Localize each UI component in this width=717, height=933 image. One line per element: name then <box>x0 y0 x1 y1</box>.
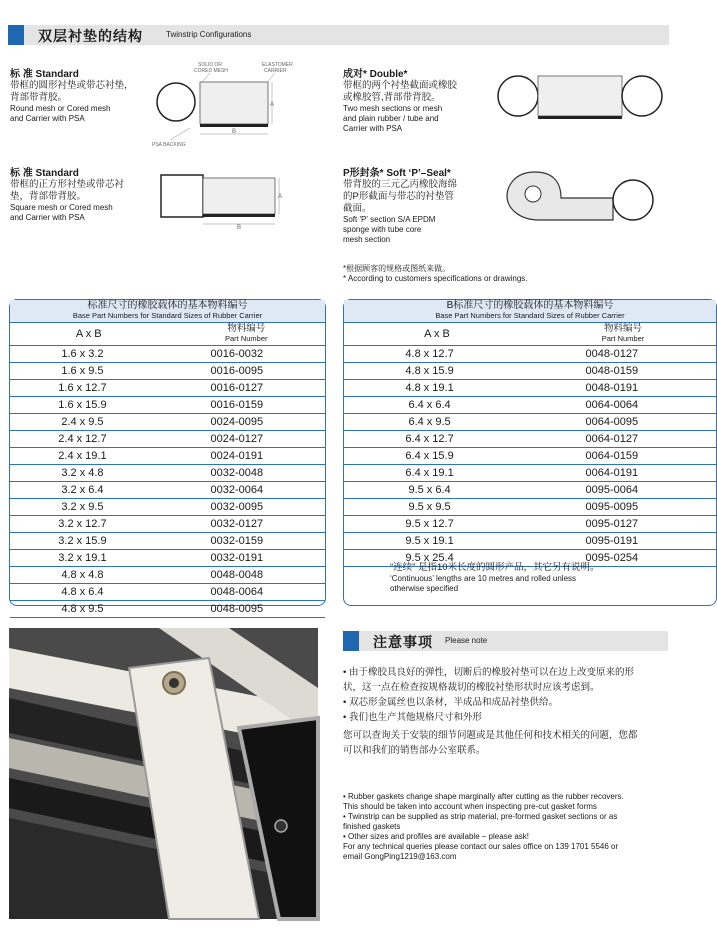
cell-size: 4.8 x 19.1 <box>405 382 454 394</box>
table-row <box>344 363 716 380</box>
table-row <box>10 550 325 567</box>
please-note-body-zh <box>343 665 683 758</box>
cell-size: 9.5 x 25.4 <box>405 552 454 564</box>
note-line-zh: • 由于橡胶具良好的弹性，切断后的橡胶衬垫可以在边上改变原来的形 <box>343 667 634 678</box>
round-mesh-shape <box>157 83 195 121</box>
diagram-standard-round <box>150 60 310 152</box>
config-desc-zh: 带框的两个衬垫截面或橡胶 <box>343 80 458 91</box>
cell-size: 4.8 x 12.7 <box>405 348 454 360</box>
config-desc-zh: 截面。 <box>343 203 372 214</box>
cell-size: 4.8 x 9.5 <box>61 603 104 615</box>
note-line-en: • Rubber gaskets change shape marginally after cutting as the rubber recovers. <box>343 792 624 801</box>
cell-size: 4.8 x 4.8 <box>61 569 104 581</box>
label-solid-cored: CORED MESH <box>194 68 228 74</box>
please-note-body-en <box>343 792 688 862</box>
cell-part-number: 0048-0127 <box>585 348 639 360</box>
cell-part-number: 0095-0127 <box>585 518 639 530</box>
table-title-en: Base Part Numbers for Standard Sizes of Rubber Carrier <box>72 311 263 320</box>
table-row <box>344 448 716 465</box>
cell-size: 6.4 x 9.5 <box>408 416 451 428</box>
config-desc-zh: 带框的圆形衬垫或带芯衬垫， <box>10 80 134 91</box>
cell-part-number: 0024-0095 <box>210 416 264 428</box>
note-line-en: This should be taken into account when inspecting pre-cut gasket forms <box>343 802 597 811</box>
cell-size: 2.4 x 12.7 <box>58 433 107 445</box>
cell-part-number: 0048-0159 <box>585 365 639 377</box>
config-desc-zh: 或橡胶管,背部带背胶。 <box>343 92 441 103</box>
psa-backing-shape <box>538 116 622 119</box>
cell-part-number: 0064-0095 <box>585 416 639 428</box>
section-header-twinstrip <box>8 25 669 45</box>
cell-part-number: 0048-0064 <box>210 586 264 598</box>
cell-size: 3.2 x 15.9 <box>58 535 107 547</box>
config-title: P形封条* Soft ‘P’–Seal* <box>343 168 451 179</box>
footnote-zh: “连续” 是指10米长度的圆形产品，其它另有说明。 <box>390 562 600 573</box>
cell-part-number: 0016-0032 <box>210 348 264 360</box>
table-row <box>10 601 325 618</box>
note-line-zh: • 双芯形金属丝也以条材，半成品和成品衬垫供给。 <box>343 697 558 708</box>
table-row <box>10 499 325 516</box>
table-row <box>10 363 325 380</box>
cell-size: 3.2 x 9.5 <box>61 501 104 513</box>
dim-a-label: A <box>278 194 283 200</box>
note-line-en: finished gaskets <box>343 822 401 831</box>
table-title-zh: B标准尺寸的橡胶载体的基本物料编号 <box>446 300 614 311</box>
psa-backing-shape <box>200 124 268 127</box>
cell-size: 6.4 x 19.1 <box>405 467 454 479</box>
cell-part-number: 0064-0127 <box>585 433 639 445</box>
cell-part-number: 0024-0127 <box>210 433 264 445</box>
custom-note-zh: *根据顾客的规格或图纸来做。 <box>343 264 451 273</box>
table-row <box>344 533 716 550</box>
diagram-double <box>492 70 672 126</box>
table-right-part-numbers <box>343 299 717 606</box>
rubber-carrier-shape <box>538 76 622 116</box>
cell-size: 3.2 x 19.1 <box>58 552 107 564</box>
config-desc-en: Round mesh or Cored mesh <box>10 104 111 113</box>
config-desc-en: Two mesh sections or mesh <box>343 104 443 113</box>
table-row <box>344 499 716 516</box>
cell-part-number: 0032-0048 <box>210 467 264 479</box>
table-row <box>10 533 325 550</box>
left-mesh-shape <box>498 76 538 116</box>
cell-part-number: 0048-0191 <box>585 382 639 394</box>
header-title-en: Twinstrip Configurations <box>166 30 252 39</box>
cell-part-number: 0016-0159 <box>210 399 264 411</box>
config-desc-en: Carrier with PSA <box>343 124 403 133</box>
config-desc-en: Soft 'P' section S/A EPDM <box>343 215 436 224</box>
table-left-part-numbers <box>9 299 326 615</box>
table-row <box>10 482 325 499</box>
col-header-part-zh: 物料编号 <box>227 323 266 334</box>
config-desc-en: and Carrier with PSA <box>10 213 85 222</box>
rubber-carrier-shape <box>203 178 275 214</box>
config-desc-en: Square mesh or Cored mesh <box>10 203 113 212</box>
dim-b-label: B <box>237 225 242 231</box>
product-photo <box>9 628 318 919</box>
cell-part-number: 0095-0095 <box>585 501 639 513</box>
cell-part-number: 0095-0064 <box>585 484 639 496</box>
note-line-en: • Other sizes and profiles are available – please ask! <box>343 832 530 841</box>
table-row <box>344 465 716 482</box>
cell-part-number: 0048-0048 <box>210 569 264 581</box>
p-seal-core <box>525 186 541 202</box>
config-desc-en: sponge with tube core <box>343 225 422 234</box>
config-desc-en: and Carrier with PSA <box>10 114 85 123</box>
diagram-standard-square <box>155 168 295 230</box>
cell-size: 9.5 x 9.5 <box>408 501 451 513</box>
cell-part-number: 0016-0127 <box>210 382 264 394</box>
config-desc-zh: 带背胶的三元乙丙橡胶海绵 <box>343 179 458 190</box>
config-desc-en: mesh section <box>343 235 391 244</box>
config-desc-zh: 带框的正方形衬垫或带芯衬 <box>10 179 125 190</box>
dim-a-label: A <box>270 102 275 108</box>
table-row <box>10 465 325 482</box>
cell-size: 3.2 x 4.8 <box>61 467 104 479</box>
cell-part-number: 0016-0095 <box>210 365 264 377</box>
cell-part-number: 0048-0095 <box>210 603 264 615</box>
config-desc-zh: 背部带背胶。 <box>10 92 68 103</box>
cell-size: 2.4 x 19.1 <box>58 450 107 462</box>
table-row <box>10 567 325 584</box>
cell-size: 6.4 x 15.9 <box>405 450 454 462</box>
note-line-zh: 状，这一点在检查按规格裁切的橡胶衬垫形状时应该考虑到。 <box>343 682 600 693</box>
label-elastomer: ELASTOMER <box>262 62 293 68</box>
table-body <box>344 346 716 567</box>
table-footnote <box>390 562 710 594</box>
col-header-axb: A x B <box>75 328 102 340</box>
config-desc-zh: 垫，背部带背胶。 <box>10 191 87 202</box>
cell-size: 3.2 x 6.4 <box>61 484 104 496</box>
table-column-headers <box>344 323 716 346</box>
table-row <box>10 584 325 601</box>
cell-part-number: 0064-0064 <box>585 399 639 411</box>
cell-size: 9.5 x 19.1 <box>405 535 454 547</box>
table-row <box>344 346 716 363</box>
please-note-title-zh: 注意事项 <box>373 634 433 650</box>
table-row <box>10 380 325 397</box>
cell-part-number: 0032-0064 <box>210 484 264 496</box>
cell-part-number: 0032-0127 <box>210 518 264 530</box>
table-row <box>10 448 325 465</box>
cell-size: 4.8 x 15.9 <box>405 365 454 377</box>
cell-size: 9.5 x 12.7 <box>405 518 454 530</box>
table-row <box>344 482 716 499</box>
table-row <box>10 414 325 431</box>
cell-part-number: 0095-0254 <box>585 552 639 564</box>
p-seal-shape <box>507 172 613 220</box>
table-column-headers <box>10 323 325 346</box>
header-accent-block <box>8 25 24 45</box>
note-line-en: For any technical queries please contact our sales office on 139 1701 5546 or <box>343 842 619 851</box>
config-standard-square <box>10 164 160 223</box>
label-carrier: CARRIER <box>264 68 287 74</box>
config-standard-round <box>10 65 160 124</box>
col-header-part-en: Part Number <box>224 334 268 343</box>
cell-part-number: 0032-0191 <box>210 552 264 564</box>
cell-size: 1.6 x 3.2 <box>61 348 104 360</box>
config-desc-zh: 的P形截面与带芯的衬垫管 <box>343 191 454 202</box>
psa-backing-shape <box>203 214 275 217</box>
table-row <box>10 397 325 414</box>
cell-size: 9.5 x 6.4 <box>408 484 451 496</box>
cell-part-number: 0064-0191 <box>585 467 639 479</box>
col-header-part-en: Part Number <box>601 334 645 343</box>
table-row <box>10 431 325 448</box>
table-row <box>10 346 325 363</box>
table-row <box>344 397 716 414</box>
table-row <box>344 516 716 533</box>
square-mesh-shape <box>161 175 203 217</box>
col-header-part-zh: 物料编号 <box>603 323 642 334</box>
config-soft-p-seal <box>343 164 513 245</box>
config-desc-en: and plain rubber / tube and <box>343 114 439 123</box>
diagram-soft-p-seal <box>505 168 675 228</box>
cell-size: 2.4 x 9.5 <box>61 416 104 428</box>
table-row <box>344 380 716 397</box>
table-row <box>344 414 716 431</box>
cell-size: 1.6 x 12.7 <box>58 382 107 394</box>
section-header-please-note <box>343 631 668 651</box>
footnote-en: ‘Continuous’ lengths are 10 metres and rolled unless <box>390 574 577 583</box>
label-solid-cored: SOLID OR <box>198 62 222 68</box>
cell-size: 1.6 x 9.5 <box>61 365 104 377</box>
please-note-title-en: Please note <box>445 636 488 645</box>
table-title-zh: 标准尺寸的橡胶载体的基本物料编号 <box>87 300 248 311</box>
header-accent-block <box>343 631 359 651</box>
rubber-carrier-shape <box>200 82 268 124</box>
config-double <box>343 65 493 134</box>
table-title <box>344 300 716 323</box>
gasket-photo-illustration <box>9 628 318 919</box>
table-row <box>344 431 716 448</box>
label-psa-backing: PSA BACKING <box>152 142 186 148</box>
header-title-zh: 双层衬垫的结构 <box>38 28 143 44</box>
cell-size: 1.6 x 15.9 <box>58 399 107 411</box>
table-body <box>10 346 325 618</box>
right-mesh-shape <box>622 76 662 116</box>
note-contact-zh: 您可以查询关于安装的细节问题或是其他任何和技术相关的问题，您都 <box>343 730 638 741</box>
cell-part-number: 0032-0095 <box>210 501 264 513</box>
config-title: 成对* Double* <box>343 69 408 80</box>
config-title: 标 准 Standard <box>10 69 79 80</box>
table-title-en: Base Part Numbers for Standard Sizes of Rubber Carrier <box>435 311 625 320</box>
cell-size: 4.8 x 6.4 <box>61 586 104 598</box>
note-line-en: email GongPing1219@163.com <box>343 852 457 861</box>
note-line-zh: • 我们也生产其他规格尺寸和外形 <box>343 712 482 723</box>
dim-b-label: B <box>232 129 237 135</box>
custom-note-en: * According to customers specifications or drawings. <box>343 274 528 283</box>
col-header-axb: A x B <box>424 328 450 340</box>
note-contact-zh: 可以和我们的销售部办公室联系。 <box>343 745 486 756</box>
cell-part-number: 0064-0159 <box>585 450 639 462</box>
cell-part-number: 0095-0191 <box>585 535 639 547</box>
cell-size: 6.4 x 12.7 <box>405 433 454 445</box>
cell-size: 6.4 x 6.4 <box>408 399 451 411</box>
note-line-en: • Twinstrip can be supplied as strip material, pre-formed gasket sections or as <box>343 812 618 821</box>
cell-size: 3.2 x 12.7 <box>58 518 107 530</box>
cell-part-number: 0024-0191 <box>210 450 264 462</box>
footnote-en: otherwise specified <box>390 584 459 593</box>
table-title <box>10 300 325 323</box>
tube-mesh-shape <box>613 180 653 220</box>
table-row <box>10 516 325 533</box>
cell-part-number: 0032-0159 <box>210 535 264 547</box>
config-title: 标 准 Standard <box>10 168 79 179</box>
